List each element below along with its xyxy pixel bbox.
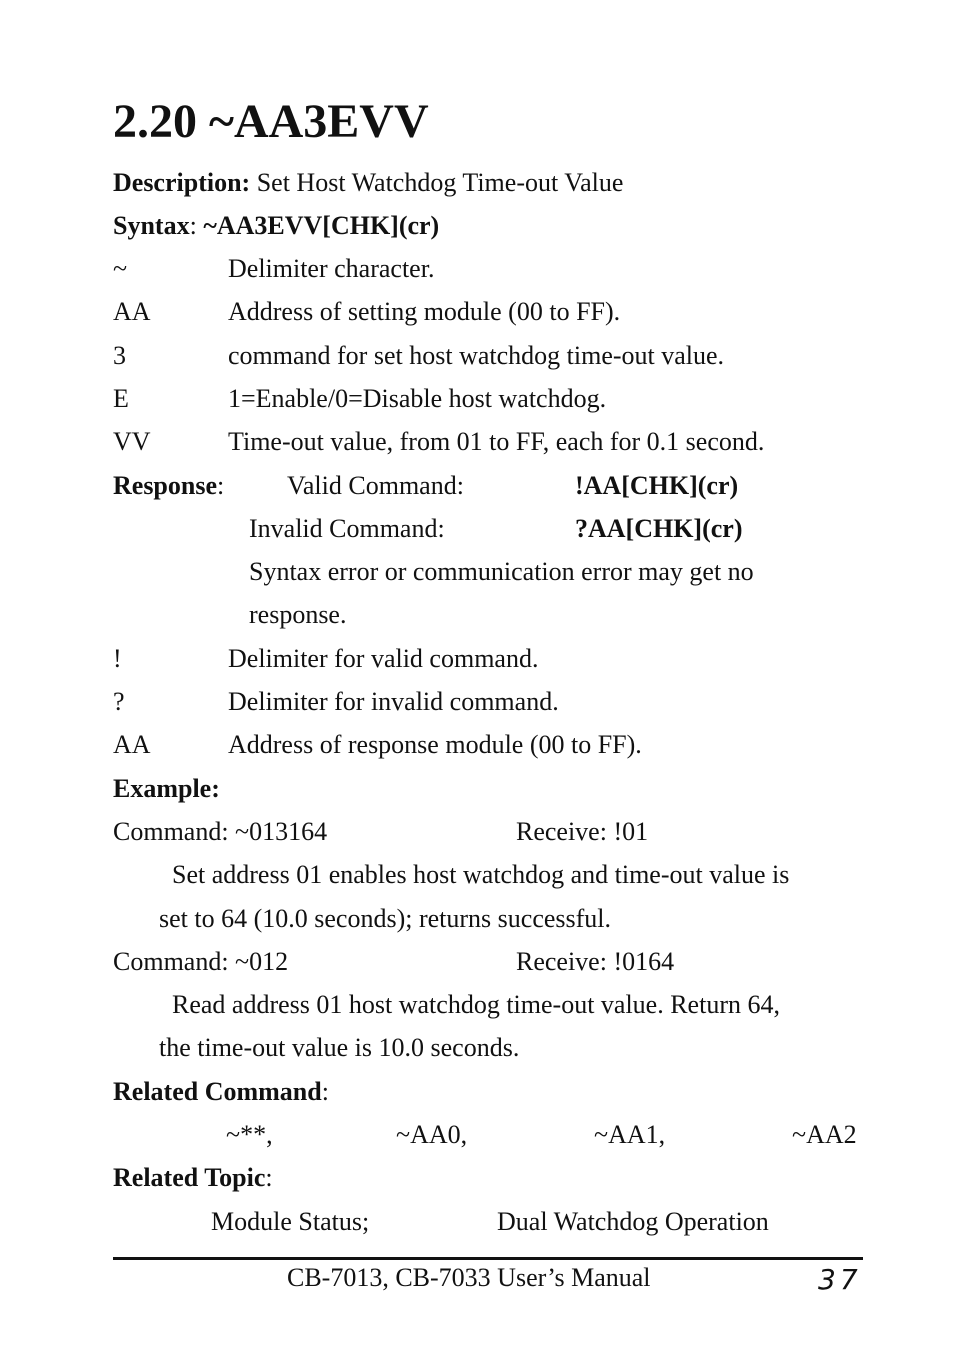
syntax-colon: : [189, 211, 197, 240]
response-param-key: ? [113, 687, 125, 716]
example-description: set to 64 (10.0 seconds); returns successful. [159, 904, 612, 933]
response-param-desc: Address of response module (00 to FF). [228, 730, 642, 759]
param-desc: Delimiter character. [228, 254, 435, 283]
related-command-item[interactable]: ~AA0, [396, 1120, 468, 1149]
response-param-desc: Delimiter for valid command. [228, 644, 539, 673]
param-key: 3 [113, 341, 126, 370]
example-description: Set address 01 enables host watchdog and time-out value is [172, 860, 790, 889]
param-desc: Address of setting module (00 to FF). [228, 297, 621, 326]
param-key: AA [113, 297, 151, 326]
response-label: Response [113, 471, 218, 500]
page-number: 37 [818, 1263, 862, 1296]
param-key: E [113, 384, 129, 413]
related-topic-item[interactable]: Dual Watchdog Operation [497, 1207, 769, 1236]
param-desc: Time-out value, from 01 to FF, each for 0.1 second. [228, 427, 765, 456]
param-key: VV [113, 427, 151, 456]
related-command-item[interactable]: ~AA2 [792, 1120, 857, 1149]
description-line [113, 168, 623, 198]
description-text: Set Host Watchdog Time-out Value [256, 168, 624, 197]
example-receive: Receive: !01 [516, 817, 649, 846]
related-topic-item[interactable]: Module Status; [211, 1207, 370, 1236]
related-command-label: Related Command [113, 1077, 322, 1106]
example-command: Command: ~012 [113, 947, 289, 976]
invalid-command-label: Invalid Command: [249, 514, 445, 543]
invalid-command-value: ?AA[CHK](cr) [575, 514, 743, 543]
response-colon: : [217, 471, 225, 500]
footer-manual-title: CB-7013, CB-7033 User’s Manual [287, 1263, 651, 1292]
related-topic-label: Related Topic [113, 1163, 266, 1192]
param-desc: command for set host watchdog time-out value. [228, 341, 725, 370]
example-command: Command: ~013164 [113, 817, 328, 846]
related-topic-colon: : [265, 1163, 273, 1192]
valid-command-value: !AA[CHK](cr) [575, 471, 739, 500]
param-desc: 1=Enable/0=Disable host watchdog. [228, 384, 607, 413]
response-note: response. [249, 600, 347, 629]
related-command-item[interactable]: ~**, [226, 1120, 273, 1149]
example-receive: Receive: !0164 [516, 947, 675, 976]
related-command-heading [113, 1077, 329, 1107]
response-param-desc: Delimiter for invalid command. [228, 687, 559, 716]
related-topic-heading [113, 1163, 273, 1193]
footer-rule [113, 1257, 863, 1260]
related-command-colon: : [321, 1077, 329, 1106]
section-title: 2.20 ~AA3EVV [113, 95, 429, 148]
syntax-line [113, 211, 439, 241]
valid-command-label: Valid Command: [287, 471, 464, 500]
response-param-key: ! [113, 644, 122, 673]
syntax-value: ~AA3EVV[CHK](cr) [203, 211, 440, 240]
example-description: Read address 01 host watchdog time-out value. Return 64, [172, 990, 780, 1019]
response-param-key: AA [113, 730, 151, 759]
example-description: the time-out value is 10.0 seconds. [159, 1033, 520, 1062]
response-note: Syntax error or communication error may get no [249, 557, 754, 586]
example-label: Example: [113, 774, 220, 803]
related-command-item[interactable]: ~AA1, [594, 1120, 666, 1149]
description-label: Description: [113, 168, 251, 197]
param-key: ~ [113, 254, 128, 283]
response-label-line [113, 471, 224, 501]
syntax-label: Syntax [113, 211, 190, 240]
